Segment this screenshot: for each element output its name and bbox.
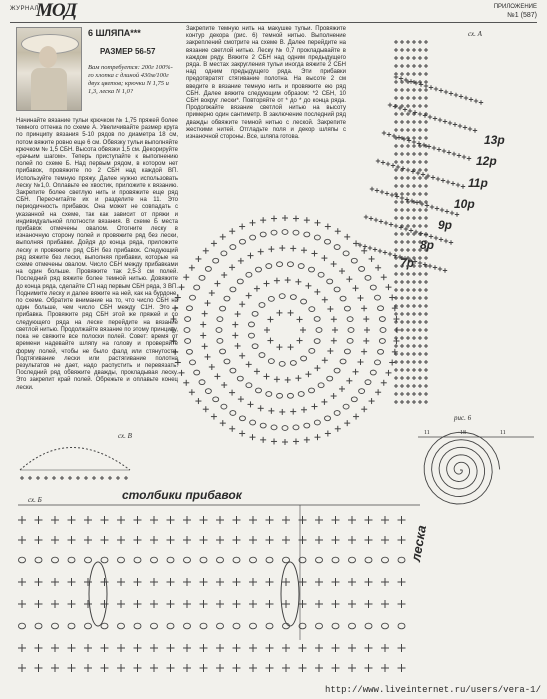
chart-v-arch bbox=[20, 448, 130, 471]
chart-a-chain bbox=[217, 338, 223, 343]
chart-a-chain bbox=[347, 317, 353, 322]
chart-a-chain bbox=[334, 368, 340, 373]
chart-b-chain bbox=[332, 557, 339, 563]
instructions-column-1: Начинайте вязание тульи крючком № 1,75 пряжей более темного оттенка по схеме А. Увеличивайте размер круга по принципу вязания 5-10 рядов по диаметра 18 см, потом вяжите ровно еще 6 см. Обвязку тульи выполняйте крючком № 1,5 СБН. Высота обвязки 1,5 см. Декорируйте «рачьим шагом». Теперь приступайте к выполнению полей по схеме Б. Над первым рядом, в котором нет прибавок, провяжите по 2 СБН над каждой ВП. Используйте темную пряжу. Далее нужно использовать леску №1,0. Оплавьте ее хвостик, приложите к вязанию. Закрепите более светлую нить и провяжите еще ряд СБН. Пересчитайте их и разделите на 11. Это периодичность прибавок. Она может не совпадать с указанной на схеме, так как зависит от пряжи и индивидуальной плотности вязания. В схеме Б места прибавок отмечены овалом. Отогните леску в изнаночную сторону полей и провяжите ряд без лески, выполняя прибавки. Дойдя до конца ряда, приложите леску и провяжите ряд СБН без прибавок. Следующий ряд вяжите без лески, выполняя прибавки, которые на схеме отмечены овалом. Число СБН между прибавками на один больше. Провяжите так 2,5-3 см полей. Последний ряд вяжите более темной нитью. Довяжите до конца ряда, сделайте СП над первым СБН ряда, 3 ВП. Поднимите леску и далее вяжите на ней, как на бурдоне, по схеме. Обратите внимание на то, что число СБН на один больше, чем число СБН между С1Н. Это – прибавка. Провяжите ряд СБН этой же пряжей и со следующего ряда на леске перейдите на вязание светлой нитью. Продолжайте вязание по этому принципу, пока не свяжите все полоски полей. Совет: время от времени надевайте шляпу на голову и проверяйте форму полей, чтобы не было фалд или стянутости. Подтягивание лески или растягивание полотна результатов не дает, надо распустить и перевязать. Последний ряд обвяжите дважды, прокладывая леску. Это закрепит край полей. Обрежьте и оплавьте конец лески. bbox=[16, 118, 178, 391]
chart-a-chain bbox=[237, 376, 243, 381]
chart-b-chain bbox=[19, 623, 26, 629]
chart-a-chain bbox=[230, 411, 236, 416]
chart-a-chain bbox=[246, 272, 252, 277]
chart-a-chain bbox=[260, 423, 266, 428]
schema-b-label: сх. Б bbox=[28, 496, 42, 504]
materials-text: Вам потребуется: 200г 100%-го хлопка с длиной 430м/100г двух цветов; крючки N 1,75 и 1,3, леска N 1,0? bbox=[88, 64, 173, 95]
chart-a-chain bbox=[348, 328, 354, 333]
fig6-dim-2: 18 bbox=[460, 430, 466, 436]
chart-b-chain bbox=[398, 557, 405, 563]
chart-a-chain bbox=[325, 239, 331, 244]
chart-a-chain bbox=[318, 383, 324, 388]
chart-a-chain bbox=[194, 370, 200, 375]
chart-b-chain bbox=[316, 557, 323, 563]
chart-a-chain bbox=[327, 279, 333, 284]
chart-a-chain bbox=[287, 393, 293, 398]
chart-a-chain bbox=[230, 368, 236, 373]
chart-a-chain bbox=[186, 349, 192, 354]
article-title: 6 ШЛЯПА*** bbox=[88, 28, 141, 38]
leska-label: леска bbox=[408, 524, 430, 563]
schema-a-label: сх. А bbox=[468, 30, 482, 38]
chart-a-chain bbox=[213, 258, 219, 263]
chart-a-chain bbox=[343, 404, 349, 409]
chart-a-chain bbox=[271, 230, 277, 235]
chart-a-chain bbox=[309, 348, 315, 353]
chart-b-chain bbox=[35, 623, 42, 629]
chart-a-chain bbox=[221, 251, 227, 256]
chart-a-chain bbox=[293, 425, 299, 430]
chart-b-chain bbox=[19, 557, 26, 563]
magazine-label: ЖУРНАЛ bbox=[10, 6, 39, 12]
chart-b-chain bbox=[332, 623, 339, 629]
chart-a-chain bbox=[340, 296, 346, 301]
chart-b-chain bbox=[68, 623, 75, 629]
chart-b-chain bbox=[151, 557, 158, 563]
chart-a-chain bbox=[298, 264, 304, 269]
chart-a-chain bbox=[351, 397, 357, 402]
increase-oval bbox=[89, 562, 107, 626]
chart-a-chain bbox=[351, 258, 357, 263]
chart-a-chain bbox=[379, 339, 385, 344]
fig6-label: рис. 6 bbox=[454, 414, 472, 422]
chart-a-chain bbox=[250, 420, 256, 425]
issue-number: №1 (587) bbox=[507, 12, 537, 19]
chart-a-chain bbox=[318, 272, 324, 277]
chart-a-chain bbox=[255, 267, 261, 272]
instructions-column-2: Закрепите темную нить на макушке тульи. Провяжите контур декора (рис. 6) темной нитью. Выполнение закреплений смотрите на схеме В. Далее перейдите на вязание светлой нитью. Леску № 0,7 прокладывайте в каждом ряду. Вяжите 2 СБН над одним предыдущего ряда. В местах закругления тульи иногда вяжите 2 СБН над одним предыдущего ряда. Эти прибавки предотвратят стягивание полотна. На высоте 2 см введите в вязание темную нить и провяжите ею ряд СБН. Далее вяжите следующим образом: *2 СБН, 10 СБН вокруг лески*. Повторяйте от * до * до конца ряда. Продолжайте вязание светлой нитью на высоту примерно один сантиметр. В заключение последний ряд дважды обвяжите темной нитью с леской. Закрепите жесткими нитей. Отгладьте поля и декор шляпы с изнаночной стороны. Все, шляпа готова. bbox=[186, 26, 346, 141]
chart-b-chain bbox=[398, 623, 405, 629]
chart-a-chain bbox=[230, 245, 236, 250]
chart-a-chain bbox=[316, 328, 322, 333]
chart-b-chain bbox=[250, 557, 257, 563]
size-label: РАЗМЕР 56-57 bbox=[100, 47, 156, 56]
chart-a-chain bbox=[279, 361, 285, 366]
chart-a-chain bbox=[184, 328, 190, 333]
chart-a-chain bbox=[378, 349, 384, 354]
chart-a-chain bbox=[224, 296, 230, 301]
chart-a-chain bbox=[279, 294, 285, 299]
row-label-10: 10р bbox=[454, 197, 475, 211]
chart-a-chain bbox=[380, 328, 386, 333]
chart-a-chain bbox=[268, 296, 274, 301]
chart-b-chain bbox=[217, 557, 224, 563]
chart-b-chain bbox=[382, 623, 389, 629]
schema-v-label: сх. В bbox=[118, 432, 132, 440]
chart-a-chain bbox=[248, 322, 254, 327]
chart-a-chain bbox=[343, 251, 349, 256]
chart-a-chain bbox=[205, 389, 211, 394]
chart-a-chain bbox=[252, 311, 258, 316]
row-label-12: 12р bbox=[476, 154, 497, 168]
row-label-8: 8р bbox=[420, 238, 435, 252]
chart-a-chain bbox=[314, 235, 320, 240]
chart-b-chain bbox=[52, 557, 59, 563]
chart-a-chain bbox=[220, 306, 226, 311]
chart-a-chain bbox=[301, 299, 307, 304]
magazine-logo: МОД bbox=[36, 0, 77, 21]
chart-a-chain bbox=[185, 339, 191, 344]
chart-a-chain bbox=[266, 264, 272, 269]
chart-a-chain bbox=[290, 361, 296, 366]
chart-b-chain bbox=[233, 623, 240, 629]
chart-a-chain bbox=[277, 262, 283, 267]
chart-b-chain bbox=[167, 623, 174, 629]
row-label-13: 13р bbox=[484, 133, 505, 147]
fig6-dim-3: 11 bbox=[500, 430, 506, 436]
increase-stitches-banner: столбики прибавок bbox=[122, 488, 242, 502]
chart-a-chain bbox=[189, 360, 195, 365]
chart-a-chain bbox=[282, 230, 288, 235]
chart-a-chain bbox=[217, 317, 223, 322]
chart-a-chain bbox=[237, 279, 243, 284]
chart-a-chain bbox=[266, 392, 272, 397]
chart-a-chain bbox=[301, 356, 307, 361]
chart-b-chain bbox=[85, 623, 92, 629]
chart-a-chain bbox=[344, 349, 350, 354]
chart-b-chain bbox=[233, 557, 240, 563]
chart-a-chain bbox=[370, 285, 376, 290]
chart-a-chain bbox=[347, 338, 353, 343]
increase-oval bbox=[281, 562, 299, 626]
chart-b-chain bbox=[250, 623, 257, 629]
chart-a-chain bbox=[185, 317, 191, 322]
chart-a-chain bbox=[246, 383, 252, 388]
chart-a-chain bbox=[314, 339, 320, 344]
fig6-dim-1: 11 bbox=[424, 430, 430, 436]
chart-b-chain bbox=[349, 557, 356, 563]
chart-b-chain bbox=[151, 623, 158, 629]
chart-a-chain bbox=[213, 397, 219, 402]
chart-b-chain bbox=[316, 623, 323, 629]
chart-a-chain bbox=[365, 380, 371, 385]
chart-b-chain bbox=[184, 623, 191, 629]
chart-a-chain bbox=[287, 262, 293, 267]
chart-a-chain bbox=[334, 411, 340, 416]
chart-b-chain bbox=[266, 623, 273, 629]
chart-a-chain bbox=[290, 295, 296, 300]
chart-a-chain bbox=[309, 388, 315, 393]
chart-b-chain bbox=[68, 557, 75, 563]
chart-b-chain bbox=[101, 557, 108, 563]
chart-b-chain bbox=[134, 623, 141, 629]
chart-a-chain bbox=[189, 295, 195, 300]
chart-a-chain bbox=[268, 359, 274, 364]
chart-b-chain bbox=[184, 557, 191, 563]
chart-b-chain bbox=[382, 557, 389, 563]
chart-b-chain bbox=[52, 623, 59, 629]
chart-b-chain bbox=[35, 557, 42, 563]
chart-a-chain bbox=[359, 266, 365, 271]
row-label-11: 11р bbox=[468, 176, 488, 190]
chart-a-chain bbox=[259, 303, 265, 308]
chart-a-chain bbox=[365, 275, 371, 280]
chart-a-chain bbox=[304, 232, 310, 237]
chart-a-chain bbox=[293, 230, 299, 235]
chart-a-chain bbox=[277, 393, 283, 398]
chart-a-chain bbox=[309, 267, 315, 272]
chart-a-chain bbox=[309, 307, 315, 312]
chart-a-chain bbox=[282, 426, 288, 431]
chart-a-chain bbox=[304, 423, 310, 428]
chart-a-chain bbox=[260, 232, 266, 237]
chart-a-chain bbox=[239, 239, 245, 244]
chart-a-chain bbox=[199, 275, 205, 280]
chart-b-chain bbox=[365, 557, 372, 563]
row-label-7: 7р bbox=[400, 256, 415, 270]
chart-a-chain bbox=[325, 416, 331, 421]
chart-a-chain bbox=[314, 317, 320, 322]
chart-b-chain bbox=[134, 557, 141, 563]
chart-a-chain bbox=[230, 287, 236, 292]
row-label-9: 9р bbox=[438, 218, 453, 232]
fig6-spiral bbox=[424, 432, 500, 504]
chart-a-chain bbox=[255, 388, 261, 393]
chart-b-chain bbox=[365, 623, 372, 629]
chart-a-chain bbox=[359, 389, 365, 394]
chart-a-chain bbox=[314, 420, 320, 425]
chart-a-chain bbox=[375, 360, 381, 365]
appendix-label: ПРИЛОЖЕНИЕ bbox=[493, 4, 537, 10]
chart-a-chain bbox=[205, 266, 211, 271]
chart-b-chain bbox=[200, 557, 207, 563]
source-url: http://www.liveinternet.ru/users/vera-1/ bbox=[324, 685, 541, 695]
chart-a-chain bbox=[220, 349, 226, 354]
chart-a-chain bbox=[194, 285, 200, 290]
chart-a-chain bbox=[259, 353, 265, 358]
chart-a-chain bbox=[248, 333, 254, 338]
chart-a-chain bbox=[378, 306, 384, 311]
chart-a-chain bbox=[340, 359, 346, 364]
chart-b-chain bbox=[266, 557, 273, 563]
chart-a-chain bbox=[252, 344, 258, 349]
chart-a-chain bbox=[224, 359, 230, 364]
chart-a-chain bbox=[271, 425, 277, 430]
chart-b-chain bbox=[85, 557, 92, 563]
chart-a-chain bbox=[344, 306, 350, 311]
chart-a-chain bbox=[298, 392, 304, 397]
chart-a-chain bbox=[334, 245, 340, 250]
chart-a-chain bbox=[221, 404, 227, 409]
chart-b-chain bbox=[101, 623, 108, 629]
chart-a-chain bbox=[370, 370, 376, 375]
chart-a-chain bbox=[250, 235, 256, 240]
chart-a-chain bbox=[186, 306, 192, 311]
chart-a-chain bbox=[199, 380, 205, 385]
chart-b-chain bbox=[118, 557, 125, 563]
chart-b-chain bbox=[200, 623, 207, 629]
chart-b-chain bbox=[217, 623, 224, 629]
chart-a-chain bbox=[239, 416, 245, 421]
chart-a-chain bbox=[375, 295, 381, 300]
chart-b-chain bbox=[118, 623, 125, 629]
chart-a-chain bbox=[379, 317, 385, 322]
chart-a-chain bbox=[334, 287, 340, 292]
chart-a-chain bbox=[327, 376, 333, 381]
chart-a-chain bbox=[216, 328, 222, 333]
chart-b-chain bbox=[349, 623, 356, 629]
chart-b-chain bbox=[167, 557, 174, 563]
